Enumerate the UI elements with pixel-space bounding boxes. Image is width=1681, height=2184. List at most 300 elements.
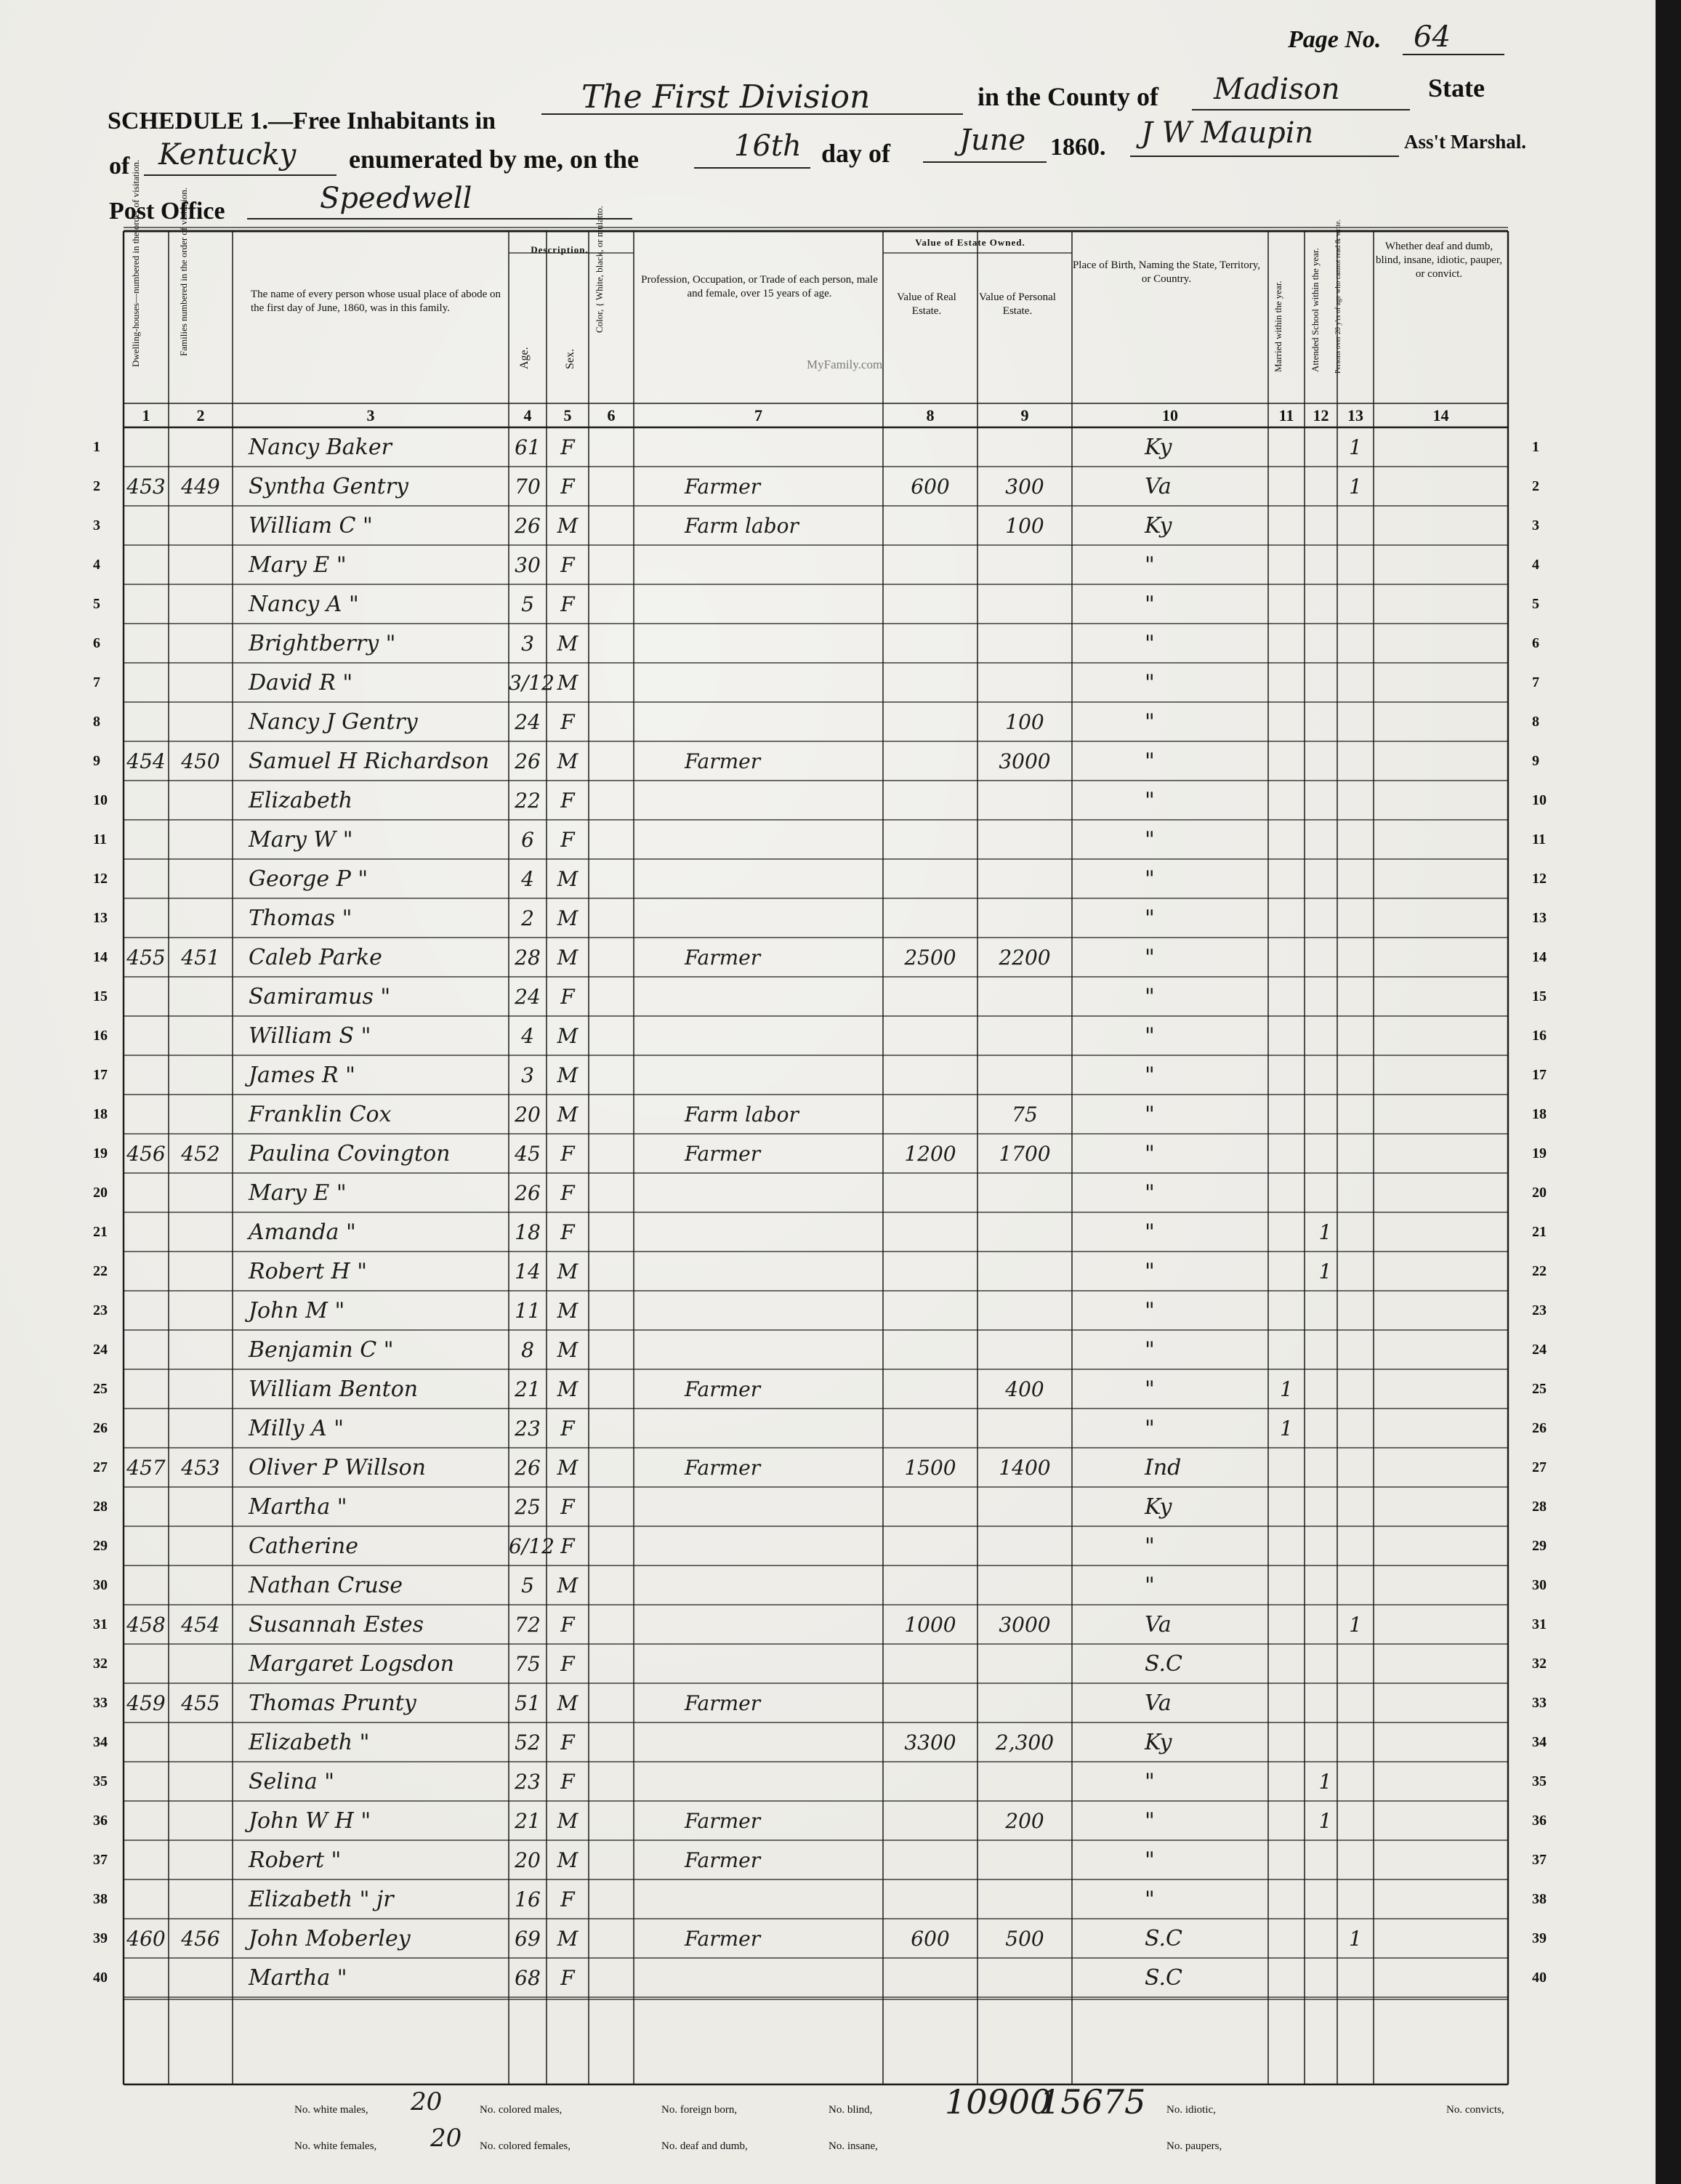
line-number-right: 17 <box>1532 1067 1547 1083</box>
person-name: Nancy Baker <box>249 435 392 460</box>
person-name: Robert " <box>249 1847 342 1873</box>
sex: M <box>557 1024 579 1048</box>
dwelling-number: 457 <box>126 1456 166 1480</box>
column-number: 6 <box>607 406 616 424</box>
age: 20 <box>515 1848 541 1872</box>
enumerated-label: enumerated by me, on the <box>349 145 639 174</box>
age: 14 <box>515 1260 541 1284</box>
line-number: 29 <box>93 1538 108 1554</box>
deaf-dumb-label: No. deaf and dumb, <box>661 2140 748 2152</box>
birthplace: " <box>1145 788 1155 813</box>
real-estate-value: 1000 <box>904 1613 956 1637</box>
occupation: Farmer <box>685 1927 761 1951</box>
cannot-read-write: 1 <box>1349 1927 1362 1951</box>
line-number-right: 20 <box>1532 1185 1547 1201</box>
person-name: Robert H " <box>249 1259 368 1284</box>
dwelling-number: 455 <box>126 946 166 970</box>
sex: F <box>560 828 575 852</box>
personal-estate-value: 400 <box>1005 1377 1044 1401</box>
line-number-right: 30 <box>1532 1577 1547 1593</box>
sex: F <box>560 553 575 577</box>
person-name: Elizabeth " jr <box>249 1887 394 1912</box>
person-name: Mary E " <box>249 1180 347 1206</box>
line-number: 13 <box>93 910 108 926</box>
family-number: 450 <box>181 749 220 773</box>
sex: M <box>557 1927 579 1951</box>
sex: F <box>560 1770 575 1794</box>
line-number: 10 <box>93 792 108 808</box>
schedule-title: SCHEDULE 1.—Free Inhabitants in <box>108 108 496 134</box>
age: 51 <box>515 1691 541 1715</box>
line-number: 21 <box>93 1224 108 1240</box>
line-number-right: 28 <box>1532 1499 1547 1515</box>
sex: F <box>560 1142 575 1166</box>
birthplace: " <box>1145 1259 1155 1284</box>
married-within-year: 1 <box>1280 1377 1293 1401</box>
sex: M <box>557 749 579 773</box>
age: 11 <box>515 1299 541 1323</box>
real-estate-value: 600 <box>911 1927 950 1951</box>
column-number: 13 <box>1347 406 1363 424</box>
state: Kentucky <box>158 138 297 172</box>
col1-header: Dwelling-houses—numbered in the order of visitation. <box>130 159 141 367</box>
line-number: 18 <box>93 1106 108 1122</box>
dwelling-number: 459 <box>126 1691 166 1715</box>
family-number: 456 <box>181 1927 220 1951</box>
line-number: 30 <box>93 1577 108 1593</box>
age: 68 <box>515 1966 541 1990</box>
age: 52 <box>515 1730 541 1754</box>
line-number: 15 <box>93 988 108 1004</box>
person-name: James R " <box>249 1063 355 1088</box>
occupation: Farmer <box>685 475 761 499</box>
line-number-right: 21 <box>1532 1224 1547 1240</box>
attended-school: 1 <box>1318 1809 1332 1833</box>
age: 26 <box>515 1456 541 1480</box>
col7-header: Profession, Occupation, or Trade of each person, male and female, over 15 years of age. <box>641 274 878 299</box>
line-number: 11 <box>93 831 107 847</box>
person-name: John Moberley <box>249 1926 411 1951</box>
birthplace: " <box>1145 631 1155 656</box>
line-number: 34 <box>93 1734 108 1750</box>
sex: M <box>557 1848 579 1872</box>
line-number: 12 <box>93 871 108 887</box>
occupation: Farmer <box>685 1456 761 1480</box>
white-males-label: No. white males, <box>294 2104 368 2116</box>
line-number: 23 <box>93 1302 108 1318</box>
occupation: Farmer <box>685 1377 761 1401</box>
col9-header: Value of Personal Estate. <box>979 291 1056 317</box>
line-number-right: 39 <box>1532 1930 1547 1946</box>
personal-estate-value: 75 <box>1012 1103 1038 1127</box>
personal-estate-value: 100 <box>1005 710 1044 734</box>
line-number: 17 <box>93 1067 108 1083</box>
line-number: 26 <box>93 1420 108 1436</box>
post-office: Speedwell <box>320 182 472 215</box>
family-number: 449 <box>181 475 220 499</box>
attended-school: 1 <box>1318 1260 1332 1284</box>
age: 8 <box>521 1338 534 1362</box>
person-name: Nancy J Gentry <box>249 709 418 735</box>
line-number: 6 <box>93 635 100 651</box>
real-estate-value: 1500 <box>904 1456 956 1480</box>
line-number: 33 <box>93 1695 108 1711</box>
column-number: 3 <box>366 406 375 424</box>
birthplace: " <box>1145 827 1155 853</box>
age: 3 <box>521 1063 534 1087</box>
birthplace: Ky <box>1145 513 1172 539</box>
column-number: 9 <box>1020 406 1029 424</box>
line-number-right: 13 <box>1532 910 1547 926</box>
real-estate-total: 10900 <box>945 2082 1052 2121</box>
age: 23 <box>515 1770 541 1794</box>
birthplace: " <box>1145 709 1155 735</box>
dwelling-number: 453 <box>126 475 166 499</box>
county-label: in the County of <box>977 82 1159 111</box>
birthplace: S.C <box>1145 1926 1182 1951</box>
real-estate-value: 3300 <box>904 1730 956 1754</box>
sex: F <box>560 1534 575 1558</box>
sex: M <box>557 946 579 970</box>
person-name: George P " <box>249 866 368 892</box>
column-number: 2 <box>196 406 205 424</box>
birthplace: Va <box>1145 474 1172 499</box>
division: The First Division <box>581 78 871 116</box>
line-number-right: 24 <box>1532 1342 1547 1358</box>
line-number-right: 33 <box>1532 1695 1547 1711</box>
col5-header: Sex. <box>564 349 576 369</box>
age: 23 <box>515 1417 541 1440</box>
person-name: Catherine <box>249 1534 358 1559</box>
family-number: 455 <box>181 1691 220 1715</box>
age: 25 <box>515 1495 541 1519</box>
line-number: 24 <box>93 1342 108 1358</box>
line-number-right: 36 <box>1532 1813 1547 1829</box>
line-number: 35 <box>93 1773 108 1789</box>
age: 72 <box>515 1613 541 1637</box>
person-name: Elizabeth <box>249 788 353 813</box>
col2-header: Families numbered in the order of visitation. <box>178 187 189 356</box>
sex: F <box>560 1220 575 1244</box>
sex: M <box>557 1338 579 1362</box>
age: 26 <box>515 1181 541 1205</box>
line-number-right: 8 <box>1532 714 1539 730</box>
personal-estate-total: 15675 <box>1039 2082 1146 2121</box>
age: 5 <box>521 1573 534 1597</box>
blind-label: No. blind, <box>829 2104 873 2116</box>
column-number: 11 <box>1278 406 1294 424</box>
person-name: Samiramus " <box>249 984 391 1010</box>
line-number-right: 40 <box>1532 1970 1547 1986</box>
person-name: William Benton <box>249 1377 419 1402</box>
birthplace: " <box>1145 1808 1155 1834</box>
person-name: Syntha Gentry <box>249 474 409 499</box>
birthplace: " <box>1145 1573 1155 1598</box>
person-name: Nancy A " <box>249 592 359 617</box>
marshal-name: J W Maupin <box>1141 116 1314 150</box>
person-name: Brightberry " <box>249 631 396 656</box>
birthplace: " <box>1145 1063 1155 1088</box>
birthplace: " <box>1145 1416 1155 1441</box>
line-number: 14 <box>93 949 108 965</box>
page-number: 64 <box>1414 20 1451 54</box>
personal-estate-value: 3000 <box>999 749 1051 773</box>
white-females-label: No. white females, <box>294 2140 377 2152</box>
personal-estate-value: 100 <box>1005 514 1044 538</box>
sex: M <box>557 1377 579 1401</box>
occupation: Farmer <box>685 1142 761 1166</box>
person-name: David R " <box>249 670 353 696</box>
line-number-right: 6 <box>1532 635 1539 651</box>
sex: F <box>560 1966 575 1990</box>
birthplace: " <box>1145 1023 1155 1049</box>
cannot-read-write: 1 <box>1349 1613 1362 1637</box>
column-number: 1 <box>142 406 150 424</box>
birthplace: " <box>1145 945 1155 970</box>
person-name: William S " <box>249 1023 371 1049</box>
insane-label: No. insane, <box>829 2140 878 2152</box>
column-number: 5 <box>563 406 572 424</box>
sex: F <box>560 1181 575 1205</box>
personal-estate-value: 2,300 <box>995 1730 1055 1754</box>
birthplace: " <box>1145 866 1155 892</box>
post-office-label: Post Office <box>109 198 225 225</box>
person-name: Paulina Covington <box>249 1141 451 1166</box>
line-number: 36 <box>93 1813 108 1829</box>
age: 18 <box>515 1220 541 1244</box>
county: Madison <box>1214 73 1340 106</box>
person-name: Oliver P Willson <box>249 1455 426 1480</box>
line-number-right: 18 <box>1532 1106 1547 1122</box>
sex: M <box>557 671 579 695</box>
cannot-read-write: 1 <box>1349 475 1362 499</box>
line-number: 40 <box>93 1970 108 1986</box>
line-number: 25 <box>93 1381 108 1397</box>
dwelling-number: 460 <box>126 1927 166 1951</box>
birthplace: " <box>1145 1298 1155 1323</box>
line-number-right: 34 <box>1532 1734 1547 1750</box>
white-females-count: 20 <box>430 2124 462 2153</box>
age: 61 <box>515 435 541 459</box>
column-number: 10 <box>1162 406 1178 424</box>
sex: F <box>560 985 575 1009</box>
age: 2 <box>521 906 534 930</box>
person-name: Nathan Cruse <box>249 1573 403 1598</box>
age: 26 <box>515 514 541 538</box>
line-number-right: 32 <box>1532 1656 1547 1672</box>
sex: F <box>560 710 575 734</box>
birthplace: " <box>1145 1847 1155 1873</box>
marshal-label: Ass't Marshal. <box>1404 131 1526 153</box>
age: 24 <box>515 710 541 734</box>
sex: F <box>560 1652 575 1676</box>
person-name: John M " <box>249 1298 345 1323</box>
line-number-right: 5 <box>1532 596 1539 612</box>
personal-estate-value: 500 <box>1005 1927 1044 1951</box>
real-estate-value: 600 <box>911 475 950 499</box>
state-label: State <box>1428 73 1485 102</box>
line-number: 5 <box>93 596 100 612</box>
estate-header: Value of Estate Owned. <box>915 237 1025 248</box>
birthplace: " <box>1145 906 1155 931</box>
occupation: Farmer <box>685 946 761 970</box>
line-number-right: 29 <box>1532 1538 1547 1554</box>
personal-estate-value: 200 <box>1005 1809 1044 1833</box>
enumeration-day: 16th <box>734 129 802 163</box>
line-number: 20 <box>93 1185 108 1201</box>
birthplace: Va <box>1145 1691 1172 1716</box>
sex: M <box>557 632 579 656</box>
person-name: Martha " <box>249 1965 347 1991</box>
birthplace: " <box>1145 1141 1155 1166</box>
line-number: 38 <box>93 1891 108 1907</box>
personal-estate-value: 3000 <box>999 1613 1051 1637</box>
line-number: 3 <box>93 517 100 533</box>
line-number: 4 <box>93 557 100 573</box>
column-number: 14 <box>1432 406 1449 424</box>
line-number-right: 16 <box>1532 1028 1547 1044</box>
col10-header: Place of Birth, Naming the State, Territory, or Country. <box>1072 259 1261 285</box>
age: 26 <box>515 749 541 773</box>
line-number-right: 4 <box>1532 557 1539 573</box>
person-name: Thomas " <box>249 906 352 931</box>
line-number-right: 15 <box>1532 988 1547 1004</box>
sex: F <box>560 1887 575 1911</box>
line-number: 1 <box>93 439 100 455</box>
colored-females-label: No. colored females, <box>480 2140 571 2152</box>
personal-estate-value: 300 <box>1005 475 1044 499</box>
column-number: 12 <box>1313 406 1329 424</box>
enumeration-month: June <box>959 124 1026 157</box>
line-number-right: 25 <box>1532 1381 1547 1397</box>
col11-header: Married within the year. <box>1273 281 1283 372</box>
birthplace: " <box>1145 1887 1155 1912</box>
watermark: MyFamily.com <box>807 358 883 371</box>
line-number: 27 <box>93 1459 108 1475</box>
family-number: 452 <box>181 1142 220 1166</box>
day-of-label: day of <box>821 139 891 168</box>
idiotic-label: No. idiotic, <box>1166 2104 1216 2116</box>
line-number-right: 14 <box>1532 949 1547 965</box>
birthplace: Ky <box>1145 435 1172 460</box>
age: 21 <box>515 1809 541 1833</box>
line-number-right: 3 <box>1532 517 1539 533</box>
line-number: 16 <box>93 1028 108 1044</box>
of-label: of <box>109 153 130 180</box>
sex: F <box>560 475 575 499</box>
birthplace: " <box>1145 670 1155 696</box>
birthplace: Ky <box>1145 1730 1172 1755</box>
birthplace: Va <box>1145 1612 1172 1637</box>
line-number: 37 <box>93 1852 108 1868</box>
age: 69 <box>515 1927 541 1951</box>
sex: F <box>560 789 575 813</box>
sex: F <box>560 1417 575 1440</box>
birthplace: " <box>1145 984 1155 1010</box>
birthplace: S.C <box>1145 1965 1182 1991</box>
description-header: Description. <box>531 244 589 255</box>
sex: M <box>557 1809 579 1833</box>
col3-header: The name of every person whose usual place of abode on the first day of June, 1860, was in this family. <box>251 289 501 314</box>
attended-school: 1 <box>1318 1220 1332 1244</box>
birthplace: " <box>1145 1337 1155 1363</box>
line-number-right: 19 <box>1532 1145 1547 1161</box>
age: 30 <box>515 553 541 577</box>
birthplace: " <box>1145 1102 1155 1127</box>
person-name: Margaret Logsdon <box>249 1651 454 1677</box>
person-name: John W H " <box>249 1808 371 1834</box>
white-males-count: 20 <box>411 2087 443 2116</box>
line-number: 22 <box>93 1263 108 1279</box>
birthplace: " <box>1145 592 1155 617</box>
age: 16 <box>515 1887 541 1911</box>
enumeration-year: 1860. <box>1050 134 1106 161</box>
person-name: Selina " <box>249 1769 335 1794</box>
age: 3/12 <box>509 671 555 695</box>
convicts-label: No. convicts, <box>1446 2104 1504 2116</box>
age: 3 <box>521 632 534 656</box>
birthplace: " <box>1145 1220 1155 1245</box>
dwelling-number: 456 <box>126 1142 166 1166</box>
sex: M <box>557 1260 579 1284</box>
line-number-right: 22 <box>1532 1263 1547 1279</box>
person-name: William C " <box>249 513 373 539</box>
line-number: 19 <box>93 1145 108 1161</box>
occupation: Farmer <box>685 1848 761 1872</box>
line-number: 28 <box>93 1499 108 1515</box>
age: 4 <box>521 867 534 891</box>
sex: M <box>557 1299 579 1323</box>
sex: M <box>557 906 579 930</box>
col12-header: Attended School within the year. <box>1310 248 1321 372</box>
colored-males-label: No. colored males, <box>480 2104 563 2116</box>
age: 4 <box>521 1024 534 1048</box>
person-name: Mary E " <box>249 552 347 578</box>
birthplace: S.C <box>1145 1651 1182 1677</box>
person-name: Franklin Cox <box>249 1102 392 1127</box>
real-estate-value: 2500 <box>904 946 956 970</box>
birthplace: " <box>1145 749 1155 774</box>
dwelling-number: 458 <box>126 1613 166 1637</box>
age: 45 <box>515 1142 541 1166</box>
line-number: 31 <box>93 1616 108 1632</box>
line-number-right: 12 <box>1532 871 1547 887</box>
occupation: Farmer <box>685 1691 761 1715</box>
sex: F <box>560 1495 575 1519</box>
line-number-right: 35 <box>1532 1773 1547 1789</box>
sex: F <box>560 1613 575 1637</box>
birthplace: " <box>1145 552 1155 578</box>
line-number-right: 27 <box>1532 1459 1547 1475</box>
line-number-right: 38 <box>1532 1891 1547 1907</box>
person-name: Mary W " <box>249 827 353 853</box>
age: 24 <box>515 985 541 1009</box>
line-number-right: 26 <box>1532 1420 1547 1436</box>
dwelling-number: 454 <box>126 749 166 773</box>
sex: M <box>557 1691 579 1715</box>
age: 22 <box>515 789 541 813</box>
sex: F <box>560 592 575 616</box>
col6-header: Color, { White, black, or mulatto. <box>594 206 605 333</box>
real-estate-value: 1200 <box>904 1142 956 1166</box>
person-name: Martha " <box>249 1494 347 1520</box>
age: 6 <box>521 828 534 852</box>
person-name: Thomas Prunty <box>249 1691 416 1716</box>
person-name: Amanda " <box>249 1220 356 1245</box>
birthplace: Ky <box>1145 1494 1172 1520</box>
birthplace: Ind <box>1145 1455 1182 1480</box>
birthplace: " <box>1145 1769 1155 1794</box>
